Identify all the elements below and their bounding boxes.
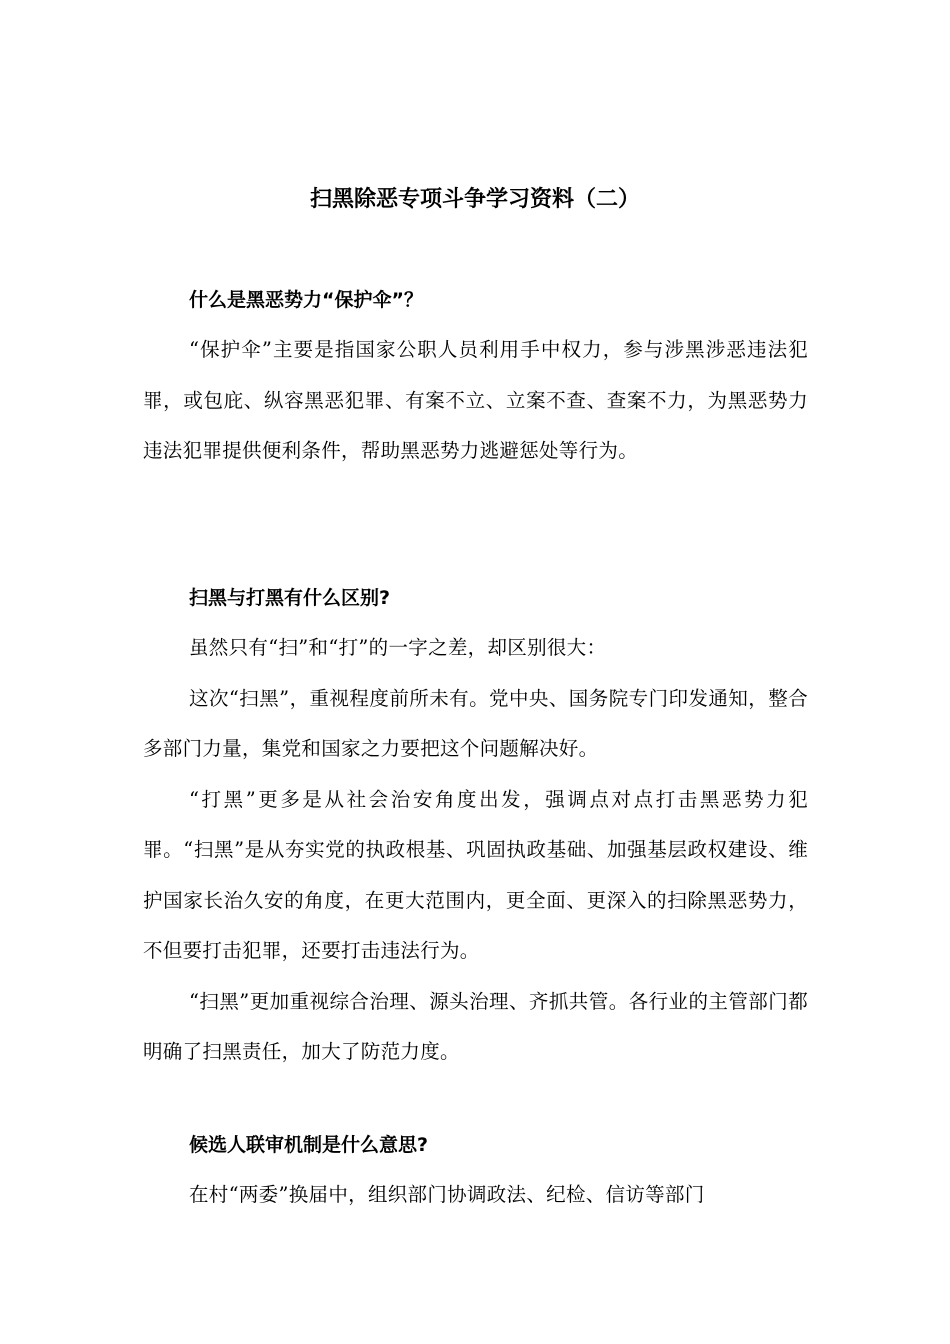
section-heading: 候选人联审机制是什么意思? <box>189 1134 429 1156</box>
section-protective-umbrella <box>143 275 808 477</box>
paragraph: “扫黑”更加重视综合治理、源头治理、齐抓共管。各行业的主管部门都明确了扫黑责任，加大了防范力度。 <box>143 989 808 1063</box>
section-heading: 什么是黑恶势力“保护伞”？ <box>189 289 423 311</box>
paragraph: “保护伞”主要是指国家公职人员利用手中权力，参与涉黑涉恶违法犯罪，或包庇、纵容黑恶犯罪、有案不立、立案不查、查案不力，为黑恶势力违法犯罪提供便利条件，帮助黑恶势力逃避惩处等行为。 <box>143 338 808 462</box>
paragraph: 这次“扫黑”，重视程度前所未有。党中央、国务院专门印发通知，整合多部门力量，集党和国家之力要把这个问题解决好。 <box>143 686 808 760</box>
paragraph: 虽然只有“扫”和“打”的一字之差，却区别很大： <box>189 636 607 659</box>
section-sweep-vs-strike <box>143 573 808 1078</box>
document-title: 扫黑除恶专项斗争学习资料（二） <box>309 187 640 212</box>
section-heading: 扫黑与打黑有什么区别? <box>189 587 391 609</box>
paragraph: “打黑”更多是从社会治安角度出发，强调点对点打击黑恶势力犯罪。“扫黑”是从夯实党的执政根基、巩固执政基础、加强基层政权建设、维护国家长治久安的角度，在更大范围内，更全面、更深入的扫除黑恶势力，不但要打击犯罪，还要打击违法行为。 <box>143 787 808 962</box>
paragraph: 在村“两委”换届中，组织部门协调政法、纪检、信访等部门 <box>189 1183 705 1206</box>
section-candidate-joint-review <box>143 1120 808 1221</box>
